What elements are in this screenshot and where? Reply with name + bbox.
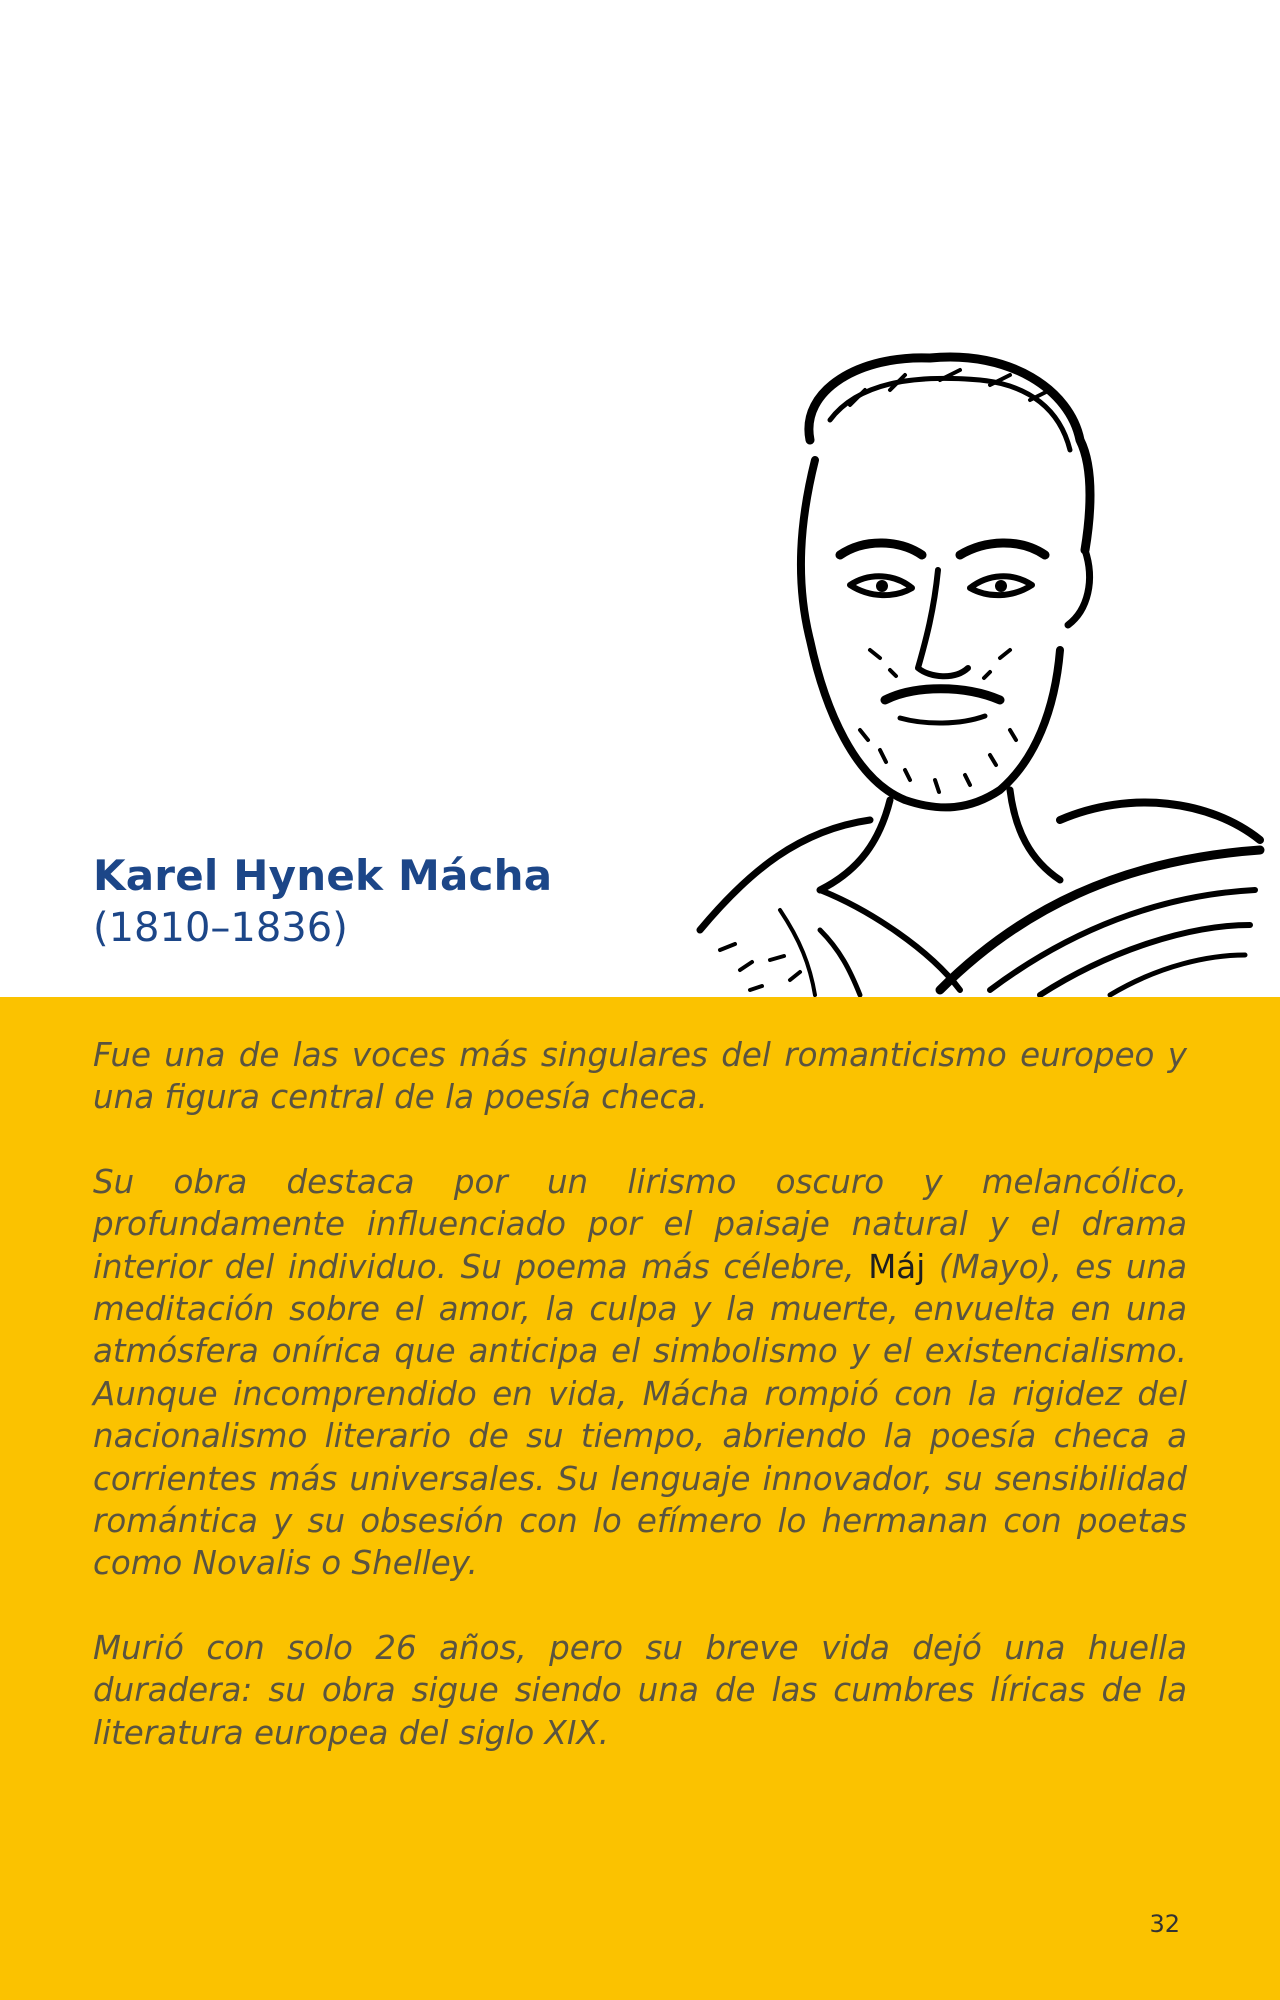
author-heading xyxy=(93,850,552,954)
author-years: (1810–1836) xyxy=(93,905,348,951)
author-name: Karel Hynek Mácha xyxy=(93,851,553,900)
poet-portrait-illustration xyxy=(690,350,1270,1000)
paragraph-3: Murió con solo 26 años, pero su breve vida dejó una huella duradera: su obra sigue siendo una de las cumbres líricas de la literatura europea del siglo XIX. xyxy=(93,1628,1187,1752)
paragraph-2 xyxy=(93,1161,1187,1585)
header-area xyxy=(0,0,1280,997)
paragraph-2-start: Su obra destaca por un lirismo oscuro y melancólico, profundamente influenciado por el paisaje natural y el drama interior del individuo. Su poema más célebre, xyxy=(93,1162,1187,1286)
paragraph-2-end: (Mayo), es una meditación sobre el amor, la culpa y la muerte, envuelta en una atmósfera onírica que anticipa el simbolismo y el existencialismo. Aunque incomprendido en vida, Mácha rompió con la rigidez del nacionalismo literario de su tiempo, abriendo la poesía checa a corrientes más universales. Su lenguaje innovador, su sensibilidad romántica y su obsesión con lo efímero lo hermanan con poetas como Novalis o Shelley. xyxy=(93,1247,1187,1583)
page-number: 32 xyxy=(1149,1910,1180,1938)
work-title: Máj xyxy=(868,1247,926,1286)
biography-text xyxy=(93,1034,1187,1796)
paragraph-1: Fue una de las voces más singulares del romanticismo europeo y una figura central de la poesía checa. xyxy=(93,1036,1187,1117)
